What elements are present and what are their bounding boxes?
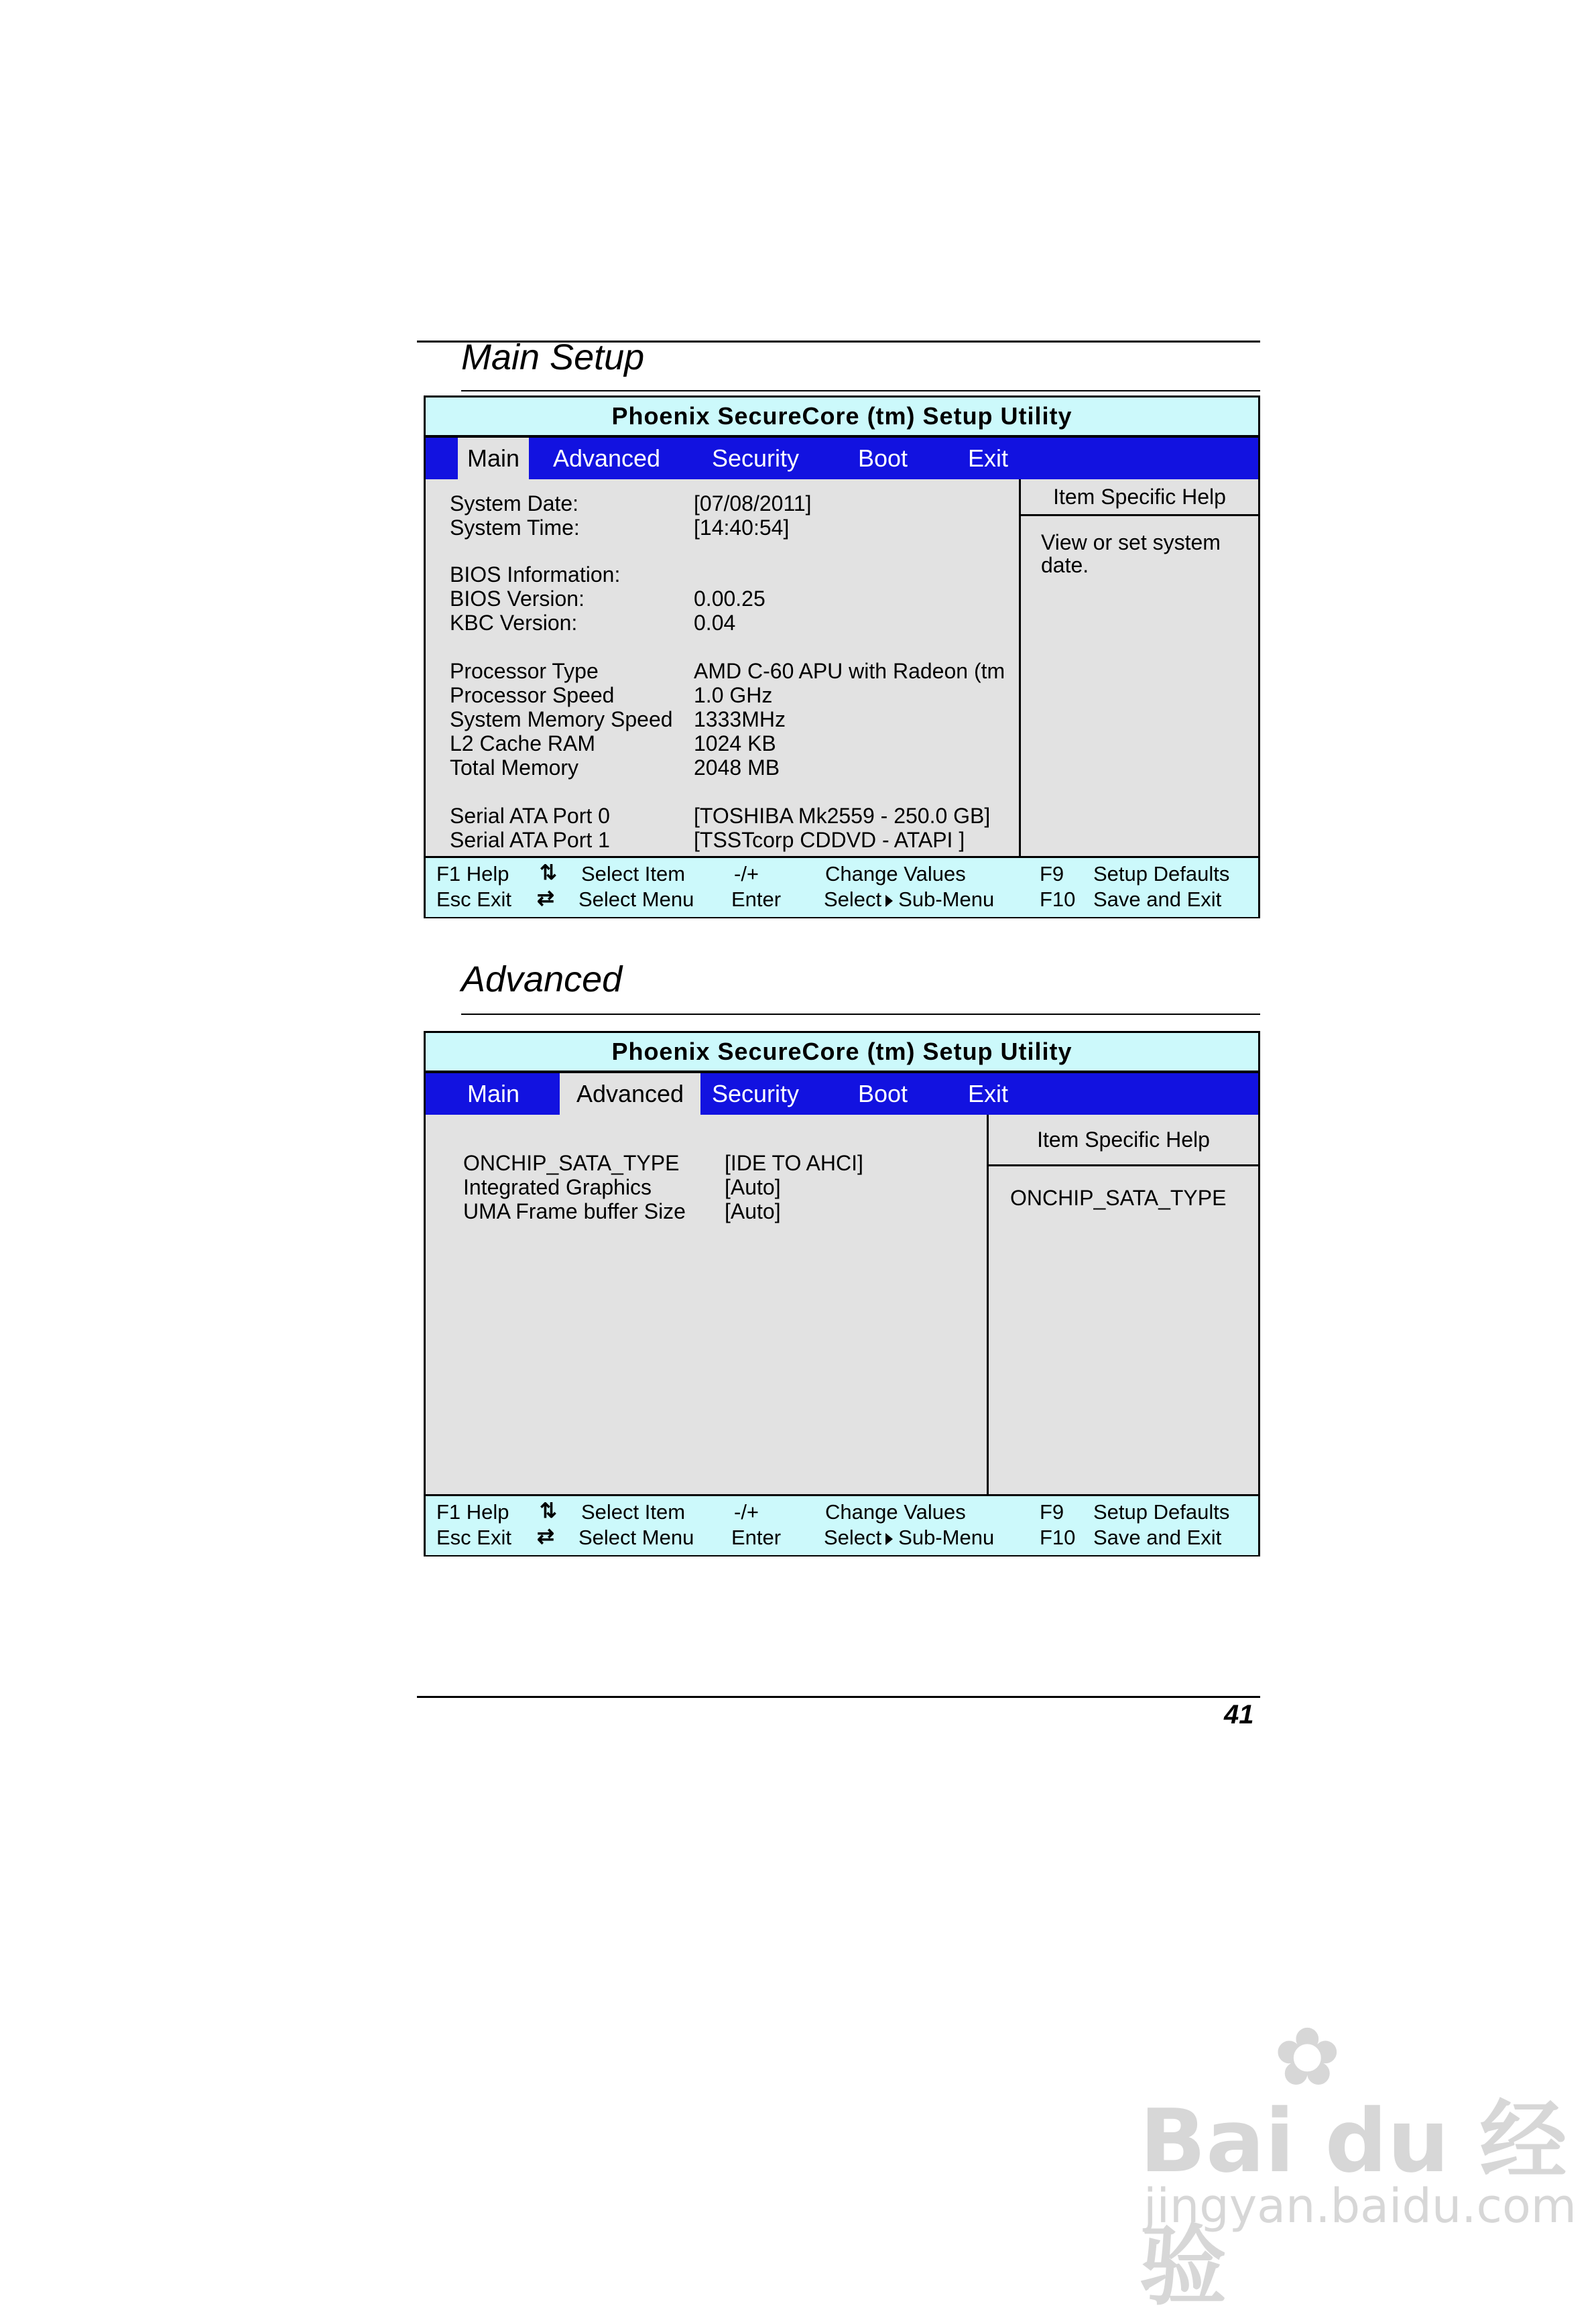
bios-menubar: [426, 1073, 1258, 1115]
bios-title: Phoenix SecureCore (tm) Setup Utility: [426, 398, 1258, 438]
footer-select-label: Select: [824, 888, 882, 911]
bios-screen-main: [424, 395, 1260, 918]
field-label[interactable]: Serial ATA Port 1: [450, 828, 610, 852]
field-label: KBC Version:: [450, 611, 578, 635]
footer-select-menu: Select Menu: [578, 888, 694, 911]
bottom-rule: [417, 1696, 1260, 1698]
field-label: BIOS Version:: [450, 587, 585, 611]
footer-select: [824, 888, 994, 912]
footer-sub-menu: Sub-Menu: [898, 1526, 995, 1549]
up-down-arrows-icon: ⇅: [540, 861, 557, 884]
item-help-pane: [987, 1115, 1258, 1494]
footer-esc-exit: Esc Exit: [436, 888, 511, 911]
tab-exit[interactable]: Exit: [967, 1080, 1008, 1107]
tab-boot[interactable]: Boot: [857, 444, 908, 472]
field-label: System Date:: [450, 491, 579, 515]
field-value[interactable]: [IDE TO AHCI]: [725, 1151, 863, 1175]
bios-content: [426, 1115, 1258, 1494]
footer-save-exit: Save and Exit: [1093, 888, 1222, 911]
footer-select-menu: Select Menu: [578, 1526, 694, 1549]
bios-screen-advanced: [424, 1031, 1260, 1556]
watermark-logo: Bai du 经验: [1140, 2090, 1567, 2317]
footer-select-label: Select: [824, 1526, 882, 1549]
footer-minus-plus: -/+: [734, 1500, 759, 1524]
field-value[interactable]: [14:40:54]: [694, 515, 790, 540]
left-right-arrows-icon: ⇄: [537, 886, 554, 910]
footer-setup-defaults: Setup Defaults: [1093, 862, 1230, 885]
bios-content: [426, 479, 1258, 856]
field-value[interactable]: [07/08/2011]: [694, 491, 812, 515]
footer-f1-help: F1 Help: [436, 1500, 509, 1524]
tab-exit[interactable]: Exit: [967, 444, 1008, 472]
field-label: Processor Type: [450, 659, 599, 683]
field-value: 2048 MB: [694, 755, 780, 780]
tab-main[interactable]: Main: [458, 438, 529, 479]
up-down-arrows-icon: ⇅: [540, 1499, 557, 1522]
footer-setup-defaults: Setup Defaults: [1093, 1500, 1230, 1524]
left-right-arrows-icon: ⇄: [537, 1524, 554, 1548]
field-value: 0.00.25: [694, 587, 765, 611]
footer-select-item: Select Item: [581, 1500, 686, 1524]
field-label: System Time:: [450, 515, 580, 540]
bios-menubar: [426, 438, 1258, 479]
tab-security[interactable]: Security: [711, 1080, 800, 1107]
footer-f10: F10: [1040, 888, 1076, 911]
field-value: [TOSHIBA Mk2559 - 250.0 GB]: [694, 804, 991, 828]
field-value: AMD C-60 APU with Radeon (tm: [694, 659, 1005, 683]
footer-save-exit: Save and Exit: [1093, 1526, 1222, 1549]
help-text: ONCHIP_SATA_TYPE: [1010, 1186, 1227, 1210]
footer-f1-help: F1 Help: [436, 862, 509, 885]
field-label[interactable]: Integrated Graphics: [463, 1175, 652, 1199]
field-label[interactable]: UMA Frame buffer Size: [463, 1199, 686, 1223]
footer-select-item: Select Item: [581, 862, 686, 885]
footer-enter: Enter: [731, 1526, 782, 1549]
tab-main[interactable]: Main: [467, 1080, 520, 1107]
field-value[interactable]: [Auto]: [725, 1175, 781, 1199]
field-value: 1024 KB: [694, 731, 776, 755]
footer-f9: F9: [1040, 1500, 1064, 1524]
section-title-advanced: Advanced: [461, 959, 623, 999]
field-label[interactable]: Serial ATA Port 0: [450, 804, 610, 828]
footer-change-values: Change Values: [825, 862, 966, 885]
field-value: 1333MHz: [694, 707, 786, 731]
field-label: Processor Speed: [450, 683, 615, 707]
help-header: Item Specific Help: [1021, 479, 1258, 516]
watermark-url: jingyan.baidu.com: [1144, 2179, 1577, 2234]
bios-title: Phoenix SecureCore (tm) Setup Utility: [426, 1033, 1258, 1073]
field-label: L2 Cache RAM: [450, 731, 595, 755]
item-help-pane: [1019, 479, 1258, 856]
main-title-underline: [461, 390, 1260, 391]
bios-footer: [426, 856, 1258, 917]
field-value: [TSSTcorp CDDVD - ATAPI ]: [694, 828, 965, 852]
tab-boot[interactable]: Boot: [857, 1080, 908, 1107]
field-label: System Memory Speed: [450, 707, 673, 731]
footer-select: [824, 1526, 994, 1550]
help-header: Item Specific Help: [989, 1115, 1258, 1166]
bios-footer: [426, 1494, 1258, 1555]
section-title-main-setup: Main Setup: [461, 337, 645, 377]
footer-esc-exit: Esc Exit: [436, 1526, 511, 1549]
field-value: 0.04: [694, 611, 736, 635]
field-value[interactable]: [Auto]: [725, 1199, 781, 1223]
field-label[interactable]: ONCHIP_SATA_TYPE: [463, 1151, 680, 1175]
footer-change-values: Change Values: [825, 1500, 966, 1524]
tab-advanced[interactable]: Advanced: [560, 1073, 700, 1115]
baidu-paw-icon: ✿: [1274, 2011, 1341, 2104]
footer-minus-plus: -/+: [734, 862, 759, 885]
footer-enter: Enter: [731, 888, 782, 911]
triangle-right-icon: [885, 1533, 893, 1545]
triangle-right-icon: [885, 895, 893, 907]
help-text: View or set system date.: [1041, 530, 1221, 577]
field-value: 1.0 GHz: [694, 683, 773, 707]
footer-f9: F9: [1040, 862, 1064, 885]
advanced-title-underline: [461, 1014, 1260, 1015]
field-label: Total Memory: [450, 755, 579, 780]
tab-security[interactable]: Security: [711, 444, 800, 472]
field-label: BIOS Information:: [450, 562, 621, 587]
footer-sub-menu: Sub-Menu: [898, 888, 995, 911]
footer-f10: F10: [1040, 1526, 1076, 1549]
page-number: 41: [1224, 1700, 1254, 1729]
tab-advanced[interactable]: Advanced: [552, 444, 661, 472]
